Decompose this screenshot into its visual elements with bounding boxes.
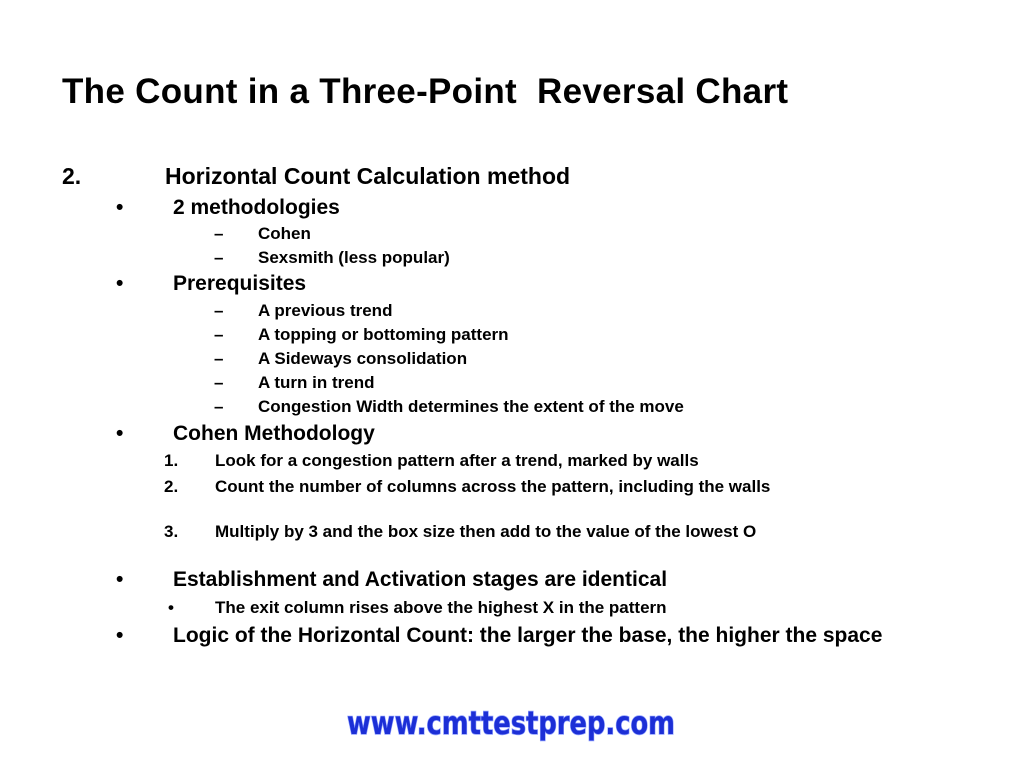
number-marker: 1.	[164, 451, 179, 470]
section-title: Horizontal Count Calculation method	[165, 163, 571, 189]
numbered-item	[164, 522, 964, 564]
bullet-marker: •	[116, 422, 124, 445]
numbered-item-text: Multiply by 3 and the box size then add to the value of the lowest O	[215, 522, 757, 541]
bullet-text: Cohen Methodology	[173, 422, 375, 445]
sub-item	[214, 325, 914, 347]
number-marker: 3.	[164, 522, 179, 541]
numbered-item	[164, 451, 964, 473]
slide-title: The Count in a Three-Point Reversal Chart	[62, 72, 789, 111]
bullet-marker: •	[168, 598, 174, 617]
sub-bullet-item	[168, 598, 968, 620]
bullet-item	[116, 422, 916, 448]
section-number: 2.	[62, 163, 82, 189]
dash-marker: –	[214, 224, 224, 243]
bullet-item	[116, 568, 916, 594]
section-heading	[62, 163, 962, 193]
sub-item-text: Cohen	[258, 224, 311, 243]
dash-marker: –	[214, 301, 224, 320]
sub-item-text: A Sideways consolidation	[258, 349, 468, 368]
number-marker: 2.	[164, 477, 179, 496]
bullet-marker: •	[116, 624, 124, 647]
bullet-item	[116, 272, 916, 298]
bullet-item	[116, 196, 916, 222]
sub-item	[214, 248, 914, 270]
dash-marker: –	[214, 248, 224, 267]
bullet-marker: •	[116, 568, 124, 591]
footer-url: www.cmttestprep.com	[347, 704, 675, 742]
sub-item-text: A previous trend	[258, 301, 393, 320]
sub-bullet-text: The exit column rises above the highest X in the pattern	[215, 598, 667, 617]
sub-item	[214, 224, 914, 246]
sub-item	[214, 301, 914, 323]
numbered-item	[164, 477, 964, 519]
sub-item	[214, 373, 914, 395]
numbered-item-text: Count the number of columns across the pattern, including the walls	[215, 477, 771, 496]
bullet-text: Establishment and Activation stages are identical	[173, 568, 668, 591]
bullet-marker: •	[116, 196, 124, 219]
dash-marker: –	[214, 325, 224, 344]
bullet-text: Logic of the Horizontal Count: the larger the base, the higher the space	[173, 624, 883, 647]
bullet-marker: •	[116, 272, 124, 295]
dash-marker: –	[214, 373, 224, 392]
sub-item-text: Congestion Width determines the extent of the move	[258, 397, 684, 416]
sub-item-text: A turn in trend	[258, 373, 375, 392]
dash-marker: –	[214, 397, 224, 416]
sub-item	[214, 397, 934, 419]
dash-marker: –	[214, 349, 224, 368]
sub-item	[214, 349, 914, 371]
bullet-text: Prerequisites	[173, 272, 307, 295]
numbered-item-text: Look for a congestion pattern after a trend, marked by walls	[215, 451, 699, 470]
footer-url-wordart	[336, 693, 686, 749]
sub-item-text: A topping or bottoming pattern	[258, 325, 509, 344]
sub-item-text: Sexsmith (less popular)	[258, 248, 450, 267]
bullet-item	[116, 624, 916, 674]
bullet-text: 2 methodologies	[173, 196, 340, 219]
